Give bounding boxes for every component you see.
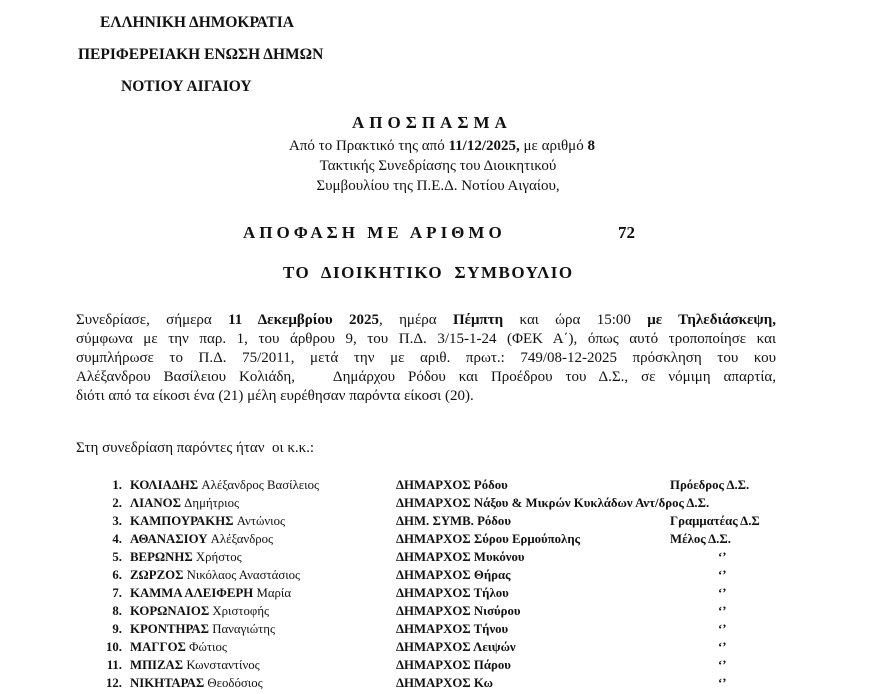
member-name xyxy=(130,496,239,511)
member-role: Πρόεδρος Δ.Σ. xyxy=(670,478,750,492)
member-position: ΔΗΜΑΡΧΟΣ Πάρου xyxy=(396,658,511,672)
para-text: Συνεδρίασε, σήμερα xyxy=(76,312,229,328)
member-position: ΔΗΜΑΡΧΟΣ Νισύρου xyxy=(396,604,521,618)
decision-number: 72 xyxy=(618,223,635,242)
member-surname: ΚΟΡΩΝΑΙΟΣ xyxy=(130,604,210,618)
header-line-republic: ΕΛΛΗΝΙΚΗ ΔΗΜΟΚΡΑΤΙΑ xyxy=(100,14,294,31)
member-firstname: Δημήτριος xyxy=(184,496,240,510)
member-number: 7. xyxy=(112,586,122,600)
member-position: ΔΗΜΑΡΧΟΣ Κω xyxy=(396,676,493,690)
member-surname: ΚΑΜΠΟΥΡΑΚΗΣ xyxy=(130,514,234,528)
member-firstname: Παναγιώτης xyxy=(212,622,276,636)
member-name xyxy=(130,478,319,493)
member-position: ΔΗΜΑΡΧΟΣ Ρόδου xyxy=(396,478,508,492)
member-number: 9. xyxy=(112,622,122,636)
member-number: 3. xyxy=(112,514,122,528)
member-name xyxy=(130,586,291,601)
member-row xyxy=(100,496,800,514)
member-number: 10. xyxy=(106,640,122,654)
member-surname: ΒΕΡΩΝΗΣ xyxy=(130,550,193,564)
subtitle-line-3: Συμβουλίου της Π.Ε.Δ. Νοτίου Αιγαίου, xyxy=(316,178,560,194)
member-role: ‘’ xyxy=(718,676,727,690)
member-row xyxy=(100,514,800,532)
member-number: 4. xyxy=(112,532,122,546)
member-position: ΔΗΜ. ΣΥΜΒ. Ρόδου xyxy=(396,514,511,528)
subtitle-middle: με αριθμό xyxy=(519,138,588,154)
subtitle-prefix: Από το Πρακτικό της από xyxy=(289,138,449,154)
member-surname: ΚΡΟΝΤΗΡΑΣ xyxy=(130,622,209,636)
header-line-region: ΝΟΤΙΟΥ ΑΙΓΑΙΟΥ xyxy=(121,78,252,95)
board-title: ΤΟ ΔΙΟΙΚΗΤΙΚΟ ΣΥΜΒΟΥΛΙΟ xyxy=(283,263,574,282)
para-text: , ημέρα xyxy=(379,312,453,328)
member-position: ΔΗΜΑΡΧΟΣ Τήνου xyxy=(396,622,509,636)
member-number: 1. xyxy=(112,478,122,492)
member-number: 6. xyxy=(112,568,122,582)
session-day: Πέμπτη xyxy=(452,312,504,328)
present-members-label: Στη συνεδρίαση παρόντες ήταν οι κ.κ.: xyxy=(76,440,315,456)
member-firstname: Αλέξανδρος Βασίλειος xyxy=(201,478,320,492)
member-firstname: Χριστοφής xyxy=(212,604,270,618)
subtitle-line-2: Τακτικής Συνεδρίασης του Διοικητικού xyxy=(319,158,557,174)
member-role: ‘’ xyxy=(718,604,727,618)
session-paragraph xyxy=(76,312,776,422)
member-surname: ΑΘΑΝΑΣΙΟΥ xyxy=(130,532,208,546)
member-position: ΔΗΜΑΡΧΟΣ Σύρου Ερμούπολης xyxy=(396,532,581,546)
member-number: 12. xyxy=(106,676,122,690)
member-firstname: Μαρία xyxy=(256,586,292,600)
paragraph-line-5: διότι από τα είκοσι ένα (21) μέλη ευρέθησαν παρόντα είκοσι (20). xyxy=(76,388,474,404)
member-role: Γραμματέας Δ.Σ xyxy=(670,514,760,528)
paragraph-line-1 xyxy=(76,312,776,329)
member-name xyxy=(130,604,269,619)
member-row xyxy=(100,676,800,694)
member-surname: ΜΑΓΓΟΣ xyxy=(130,640,186,654)
member-position: ΔΗΜΑΡΧΟΣ Λειψών xyxy=(396,640,516,654)
member-position: ΔΗΜΑΡΧΟΣ Τήλου xyxy=(396,586,509,600)
subtitle-number: 8 xyxy=(587,138,595,154)
member-firstname: Φώτιος xyxy=(189,640,227,654)
member-name xyxy=(130,658,260,673)
member-row xyxy=(100,568,800,586)
member-surname: ΝΙΚΗΤΑΡΑΣ xyxy=(130,676,205,690)
member-row xyxy=(100,658,800,676)
member-firstname: Αλέξανδρος xyxy=(210,532,274,546)
member-firstname: Χρήστος xyxy=(195,550,242,564)
member-firstname: Αντώνιος xyxy=(236,514,286,528)
member-name xyxy=(130,622,275,637)
paragraph-line-2: σύμφωνα με την παρ. 1, του άρθρου 9, του Π.Δ. 3/15-1-24 (ΦΕΚ Α΄), όπως αυτό τροποποίησε και xyxy=(76,331,776,347)
member-name xyxy=(130,532,273,547)
subtitle-line-1 xyxy=(232,138,652,155)
member-surname: ΜΠΙΖΑΣ xyxy=(130,658,184,672)
subtitle-date: 11/12/2025, xyxy=(448,138,520,154)
member-row xyxy=(100,586,800,604)
member-firstname: Νικόλαος Αναστάσιος xyxy=(186,568,301,582)
member-row xyxy=(100,550,800,568)
session-mode: με Τηλεδιάσκεψη, xyxy=(647,312,776,328)
member-position: ΔΗΜΑΡΧΟΣ Θήρας xyxy=(396,568,511,582)
member-role: ‘’ xyxy=(718,640,727,654)
member-role: ‘’ xyxy=(718,550,727,564)
member-role: ‘’ xyxy=(718,658,727,672)
member-number: 8. xyxy=(112,604,122,618)
member-surname: ΚΑΜΜΑ ΑΛΕΙΦΕΡΗ xyxy=(130,586,254,600)
decision-label: ΑΠΟΦΑΣΗ ΜΕ ΑΡΙΘΜΟ xyxy=(243,223,506,242)
paragraph-line-3: συμπλήρωσε το Π.Δ. 75/2011, μετά την με αριθ. πρωτ.: 749/08-12-2025 πρόσκληση του κου xyxy=(76,350,776,366)
member-row xyxy=(100,532,800,550)
member-position: ΔΗΜΑΡΧΟΣ Μυκόνου xyxy=(396,550,525,564)
member-number: 5. xyxy=(112,550,122,564)
member-firstname: Κωνσταντίνος xyxy=(186,658,260,672)
member-row xyxy=(100,622,800,640)
document-title: ΑΠΟΣΠΑΣΜΑ xyxy=(352,113,512,132)
member-role: ‘’ xyxy=(718,622,727,636)
member-name xyxy=(130,568,300,583)
member-number: 11. xyxy=(106,658,122,672)
member-surname: ΛΙΑΝΟΣ xyxy=(130,496,181,510)
header-line-union: ΠΕΡΙΦΕΡΕΙΑΚΗ ΕΝΩΣΗ ΔΗΜΩΝ xyxy=(78,46,324,63)
member-role: ‘’ xyxy=(718,568,727,582)
members-list xyxy=(100,478,800,694)
member-name xyxy=(130,514,285,529)
paragraph-line-4: Αλέξανδρου Βασίλειου Κολιάδη, Δημάρχου Ρόδου και Προέδρου του Δ.Σ., σε νόμιμη απαρτία, xyxy=(76,369,776,385)
member-surname: ΚΟΛΙΑΔΗΣ xyxy=(130,478,199,492)
member-name xyxy=(130,640,227,655)
member-number: 2. xyxy=(112,496,122,510)
para-text: και ώρα 15:00 xyxy=(503,312,648,328)
member-role: ‘’ xyxy=(718,586,727,600)
member-role: Μέλος Δ.Σ. xyxy=(670,532,731,546)
member-firstname: Θεοδόσιος xyxy=(207,676,263,690)
member-row xyxy=(100,478,800,496)
member-position: ΔΗΜΑΡΧΟΣ Νάξου & Μικρών Κυκλάδων Αντ/δρος Δ.Σ. xyxy=(396,496,710,510)
member-row xyxy=(100,604,800,622)
member-name xyxy=(130,550,242,565)
session-date: 11 Δεκεμβρίου 2025 xyxy=(228,312,380,328)
member-surname: ΖΩΡΖΟΣ xyxy=(130,568,184,582)
member-row xyxy=(100,640,800,658)
